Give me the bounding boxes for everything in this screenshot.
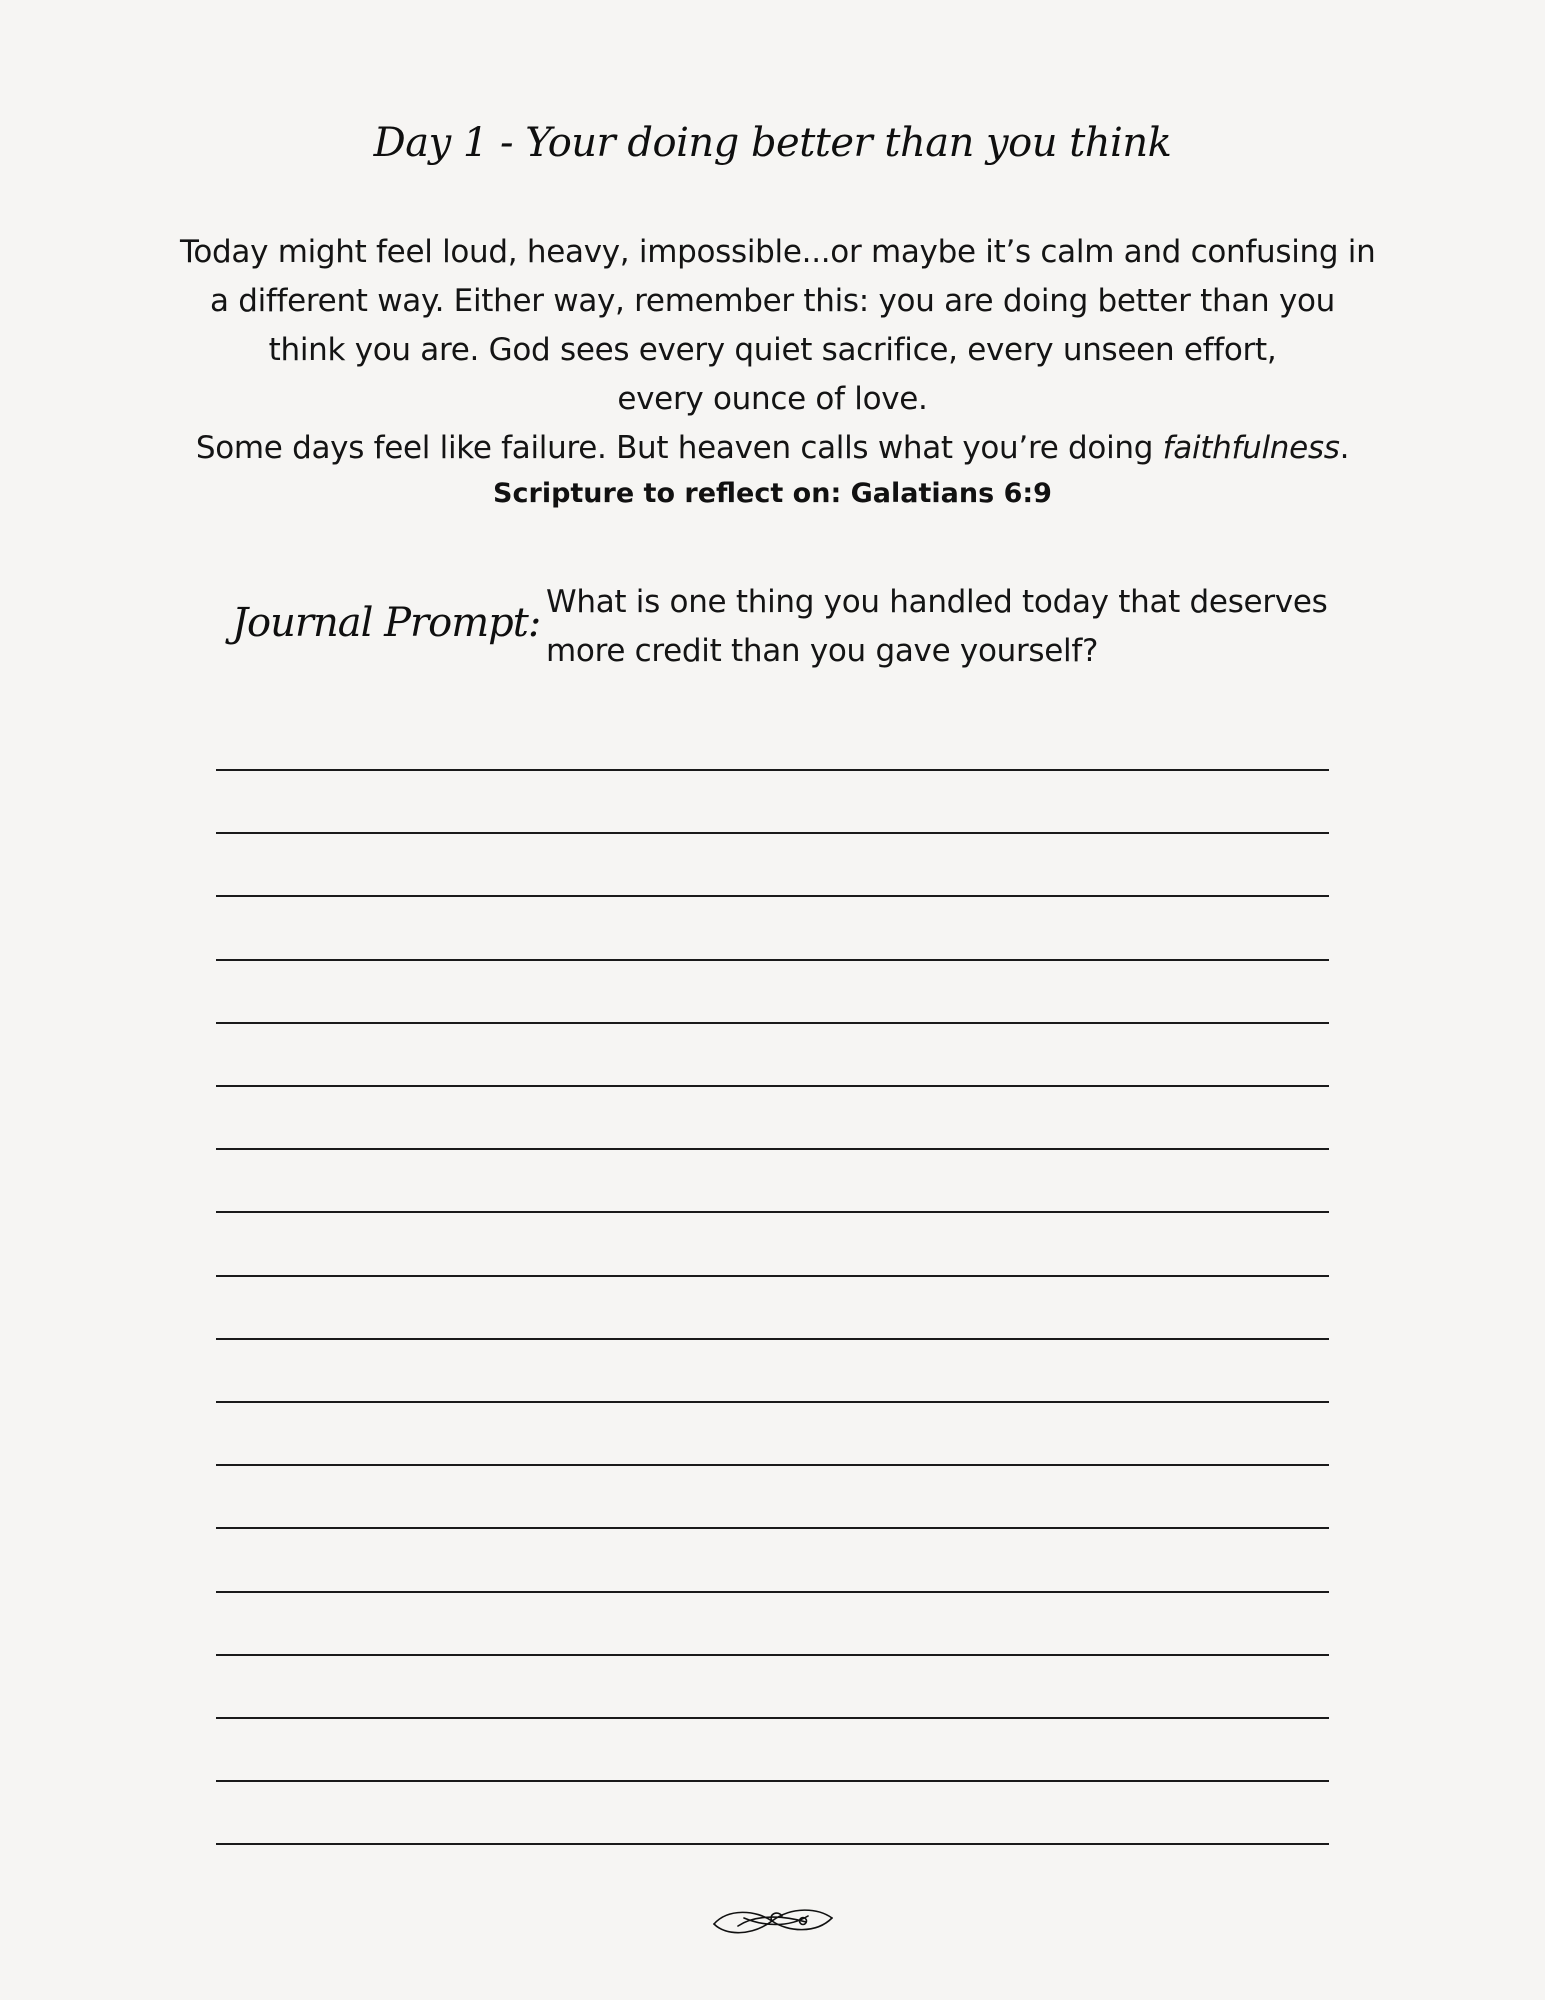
prompt-question-line: more credit than you gave yourself? [546,633,1099,669]
writing-line [216,1843,1329,1845]
scripture-reference: Scripture to reflect on: Galatians 6:9 [493,478,1052,509]
writing-line [216,895,1329,897]
writing-line [216,769,1329,771]
page-title: Day 1 - Your doing better than you think [373,120,1172,166]
writing-line [216,1275,1329,1277]
writing-line [216,959,1329,961]
writing-line [216,1211,1329,1213]
writing-line [216,1338,1329,1340]
writing-line [216,1717,1329,1719]
writing-line [216,1591,1329,1593]
writing-line [216,1085,1329,1087]
writing-line [216,1527,1329,1529]
journal-prompt-question [546,578,1346,676]
closing-lead: Some days feel like failure. But heaven calls what you’re doing [195,430,1163,466]
writing-line [216,1148,1329,1150]
devotional-text [180,228,1376,473]
devotional-line: Today might feel loud, heavy, impossible...or maybe it’s calm and confusing in [180,234,1376,270]
writing-line [216,1780,1329,1782]
closing-emphasis: faithfulness [1162,430,1340,466]
writing-line [216,1022,1329,1024]
writing-line [216,1401,1329,1403]
devotional-line: every ounce of love. [617,381,928,417]
writing-line [216,1654,1329,1656]
closing-tail: . [1339,430,1350,466]
devotional-line: think you are. God sees every quiet sacrifice, every unseen effort, [268,332,1277,368]
devotional-closing-line [180,424,1365,473]
flourish-divider-icon [708,1896,838,1946]
writing-line [216,832,1329,834]
journal-prompt-label: Journal Prompt: [232,600,541,646]
prompt-question-line: What is one thing you handled today that deserves [546,584,1328,620]
writing-line [216,1464,1329,1466]
devotional-line: a different way. Either way, remember this: you are doing better than you [209,283,1336,319]
